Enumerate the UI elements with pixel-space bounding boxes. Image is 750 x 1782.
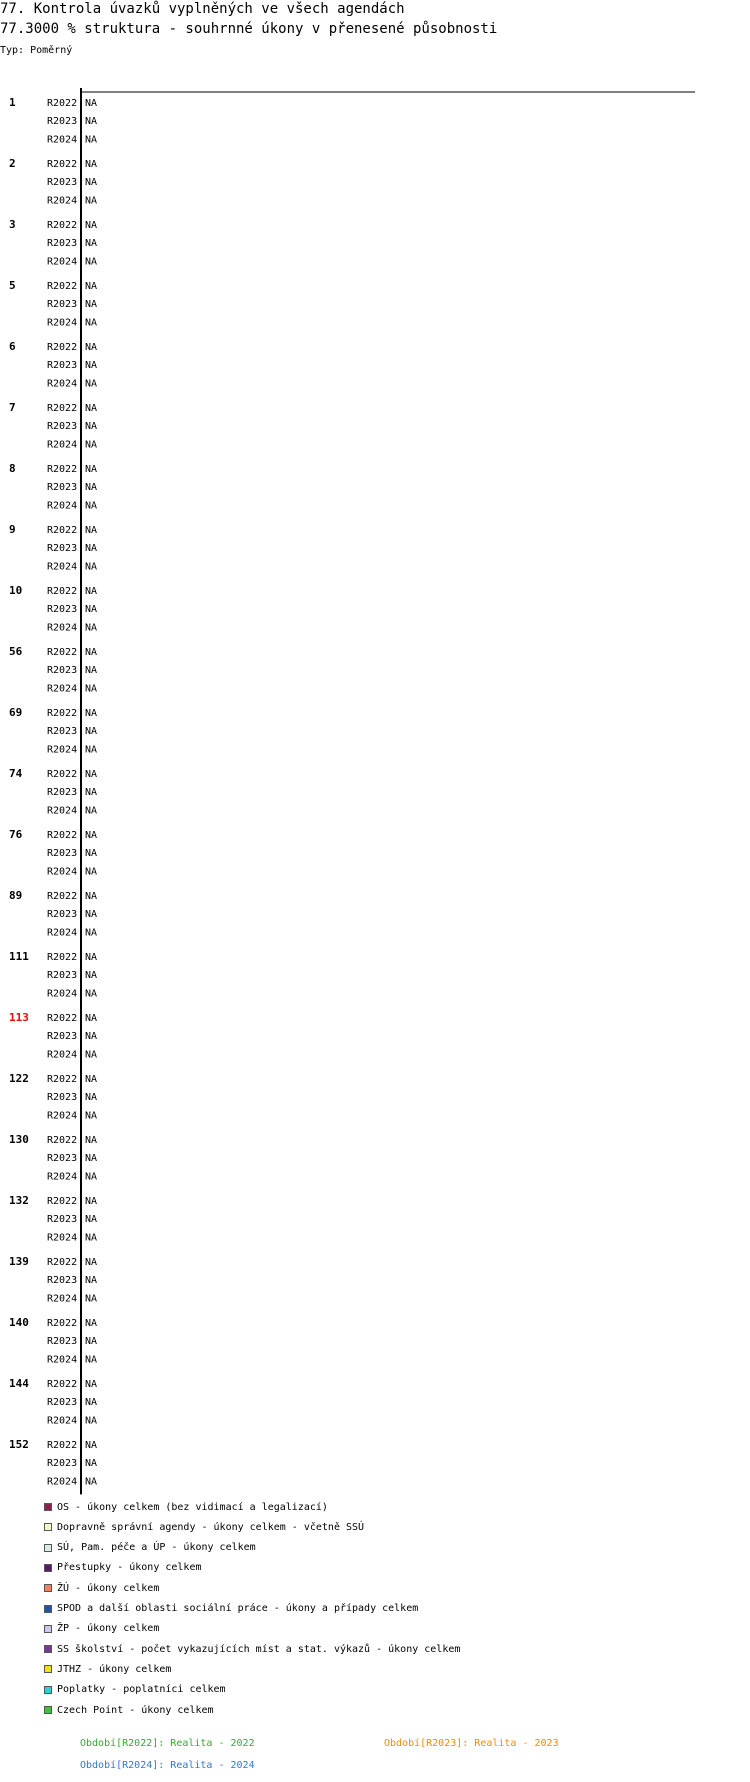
data-value-label: NA — [85, 622, 98, 634]
data-value-label: NA — [85, 1354, 98, 1366]
category-label: 69 — [9, 706, 23, 719]
period-tick-label: R2023 — [47, 238, 78, 250]
data-value-label: NA — [85, 360, 98, 372]
period-tick-label: R2022 — [47, 647, 78, 658]
data-value-label: NA — [85, 1415, 98, 1427]
period-tick-label: R2022 — [47, 1013, 78, 1024]
data-value-label: NA — [85, 134, 98, 146]
data-value-label: NA — [85, 805, 98, 817]
period-tick-label: R2022 — [47, 586, 78, 597]
period-tick-label: R2022 — [47, 1379, 78, 1390]
period-tick-label: R2022 — [47, 1257, 78, 1268]
data-value-label: NA — [85, 1196, 98, 1207]
data-value-label: NA — [85, 586, 98, 597]
period-tick-label: R2023 — [47, 421, 78, 433]
data-value-label: NA — [85, 482, 98, 494]
period-tick-label: R2023 — [47, 482, 78, 494]
period-tick-label: R2022 — [47, 830, 78, 841]
period-tick-label: R2023 — [47, 665, 78, 677]
category-label: 10 — [9, 584, 23, 597]
data-value-label: NA — [85, 177, 98, 189]
data-value-label: NA — [85, 1458, 98, 1470]
legend-swatch — [44, 1544, 52, 1552]
period-tick-label: R2022 — [47, 159, 78, 170]
legend-label: Dopravně správní agendy - úkony celkem - včetně SSÚ — [57, 1521, 365, 1533]
period-tick-label: R2024 — [47, 561, 78, 573]
data-value-label: NA — [85, 683, 98, 695]
legend-swatch — [44, 1503, 52, 1511]
period-tick-label: R2023 — [47, 1397, 78, 1409]
period-tick-label: R2023 — [47, 1031, 78, 1043]
period-tick-label: R2022 — [47, 1440, 78, 1451]
category-label: 89 — [9, 889, 23, 902]
category-label: 3 — [9, 218, 16, 231]
category-label: 130 — [9, 1133, 29, 1146]
period-tick-label: R2024 — [47, 988, 78, 1000]
data-value-label: NA — [85, 1397, 98, 1409]
category-label: 2 — [9, 157, 16, 170]
period-tick-label: R2024 — [47, 500, 78, 512]
legend-label: ŽP - úkony celkem — [57, 1623, 160, 1635]
data-value-label: NA — [85, 439, 98, 451]
data-value-label: NA — [85, 543, 98, 555]
legend-item — [44, 1561, 202, 1575]
data-value-label: NA — [85, 769, 98, 780]
category-label: 113 — [9, 1011, 29, 1024]
legend-swatch — [44, 1706, 52, 1714]
data-value-label: NA — [85, 1214, 98, 1226]
chart-title: 77. Kontrola úvazků vyplněných ve všech agendách — [0, 1, 405, 17]
period-tick-label: R2022 — [47, 1196, 78, 1207]
data-value-label: NA — [85, 1318, 98, 1329]
category-label: 1 — [9, 96, 16, 109]
data-value-label: NA — [85, 1379, 98, 1390]
category-label: 122 — [9, 1072, 29, 1085]
legend-label: Czech Point - úkony celkem — [57, 1704, 214, 1716]
data-value-label: NA — [85, 1013, 98, 1024]
period-tick-label: R2023 — [47, 604, 78, 616]
period-tick-label: R2024 — [47, 1476, 78, 1488]
category-label: 5 — [9, 279, 16, 292]
category-label: 6 — [9, 340, 16, 353]
legend-swatch — [44, 1645, 52, 1653]
period-tick-label: R2022 — [47, 708, 78, 719]
legend-item — [44, 1500, 328, 1514]
data-value-label: NA — [85, 421, 98, 433]
period-tick-label: R2023 — [47, 543, 78, 555]
category-label: 76 — [9, 828, 23, 841]
period-tick-label: R2023 — [47, 1458, 78, 1470]
legend-label: Poplatky - poplatníci celkem — [57, 1684, 226, 1696]
category-label: 9 — [9, 523, 16, 536]
period-tick-label: R2024 — [47, 134, 78, 146]
data-value-label: NA — [85, 317, 98, 329]
data-value-label: NA — [85, 1232, 98, 1244]
period-tick-label: R2024 — [47, 1171, 78, 1183]
period-tick-label: R2023 — [47, 909, 78, 921]
category-label: 152 — [9, 1438, 29, 1451]
category-label: 74 — [9, 767, 23, 780]
period-tick-label: R2022 — [47, 1135, 78, 1146]
legend-item — [44, 1602, 418, 1616]
period-tick-label: R2024 — [47, 866, 78, 878]
data-value-label: NA — [85, 1293, 98, 1305]
period-tick-label: R2024 — [47, 1415, 78, 1427]
period-tick-label: R2023 — [47, 360, 78, 372]
period-tick-label: R2023 — [47, 177, 78, 189]
category-label: 144 — [9, 1377, 29, 1390]
category-label: 56 — [9, 645, 23, 658]
period-tick-label: R2023 — [47, 116, 78, 128]
data-value-label: NA — [85, 116, 98, 128]
data-value-label: NA — [85, 299, 98, 311]
period-tick-label: R2024 — [47, 195, 78, 207]
legend-item — [44, 1642, 460, 1656]
data-value-label: NA — [85, 1275, 98, 1287]
period-tick-label: R2022 — [47, 891, 78, 902]
period-legend-item: Období[R2023]: Realita - 2023 — [384, 1738, 559, 1749]
chart-type-label: Typ: Poměrný — [0, 45, 73, 56]
period-tick-label: R2023 — [47, 1092, 78, 1104]
period-tick-label: R2022 — [47, 1074, 78, 1085]
period-tick-label: R2023 — [47, 1214, 78, 1226]
data-value-label: NA — [85, 1049, 98, 1061]
legend-label: Přestupky - úkony celkem — [57, 1562, 202, 1574]
period-legend-item: Období[R2022]: Realita - 2022 — [80, 1738, 255, 1749]
category-label: 140 — [9, 1316, 29, 1329]
period-tick-label: R2023 — [47, 299, 78, 311]
period-tick-label: R2024 — [47, 622, 78, 634]
data-value-label: NA — [85, 1476, 98, 1488]
period-tick-label: R2022 — [47, 1318, 78, 1329]
period-tick-label: R2022 — [47, 342, 78, 353]
legend-label: SPOD a další oblasti sociální práce - úkony a případy celkem — [57, 1603, 419, 1614]
period-tick-label: R2022 — [47, 952, 78, 963]
data-value-label: NA — [85, 1110, 98, 1122]
data-value-label: NA — [85, 195, 98, 207]
data-value-label: NA — [85, 342, 98, 353]
chart-subtitle: 77.3000 % struktura - souhrnné úkony v přenesené působnosti — [0, 21, 498, 37]
data-value-label: NA — [85, 665, 98, 677]
data-value-label: NA — [85, 378, 98, 390]
period-tick-label: R2023 — [47, 848, 78, 860]
period-tick-label: R2022 — [47, 281, 78, 292]
data-value-label: NA — [85, 1135, 98, 1146]
data-value-label: NA — [85, 464, 98, 475]
period-tick-label: R2024 — [47, 805, 78, 817]
data-value-label: NA — [85, 927, 98, 939]
legend-item — [44, 1520, 364, 1534]
period-tick-label: R2023 — [47, 1336, 78, 1348]
data-value-label: NA — [85, 970, 98, 982]
data-value-label: NA — [85, 1153, 98, 1165]
period-tick-label: R2023 — [47, 726, 78, 738]
legend-item — [44, 1683, 226, 1697]
period-tick-label: R2022 — [47, 525, 78, 536]
data-value-label: NA — [85, 866, 98, 878]
legend-swatch — [44, 1625, 52, 1633]
period-tick-label: R2022 — [47, 464, 78, 475]
legend-label: ŽÚ - úkony celkem — [57, 1582, 160, 1594]
category-label: 8 — [9, 462, 16, 475]
period-tick-label: R2024 — [47, 1354, 78, 1366]
legend-item — [44, 1541, 256, 1555]
data-value-label: NA — [85, 891, 98, 902]
period-tick-label: R2024 — [47, 744, 78, 756]
data-value-label: NA — [85, 403, 98, 414]
data-value-label: NA — [85, 604, 98, 616]
category-label: 139 — [9, 1255, 29, 1268]
legend-label: OS - úkony celkem (bez vidimací a legalizací) — [57, 1501, 328, 1513]
legend-swatch — [44, 1605, 52, 1613]
legend-swatch — [44, 1564, 52, 1572]
legend-swatch — [44, 1665, 52, 1673]
period-tick-label: R2024 — [47, 378, 78, 390]
period-tick-label: R2022 — [47, 220, 78, 231]
legend-item — [44, 1581, 159, 1595]
data-value-label: NA — [85, 787, 98, 799]
period-tick-label: R2024 — [47, 1110, 78, 1122]
category-label: 132 — [9, 1194, 29, 1207]
category-label: 111 — [9, 950, 29, 963]
period-legend-item: Období[R2024]: Realita - 2024 — [80, 1760, 255, 1771]
data-value-label: NA — [85, 1171, 98, 1183]
data-value-label: NA — [85, 256, 98, 268]
period-tick-label: R2023 — [47, 1275, 78, 1287]
period-tick-label: R2022 — [47, 98, 78, 109]
period-tick-label: R2023 — [47, 1153, 78, 1165]
legend-item — [44, 1662, 171, 1676]
period-tick-label: R2024 — [47, 1232, 78, 1244]
data-value-label: NA — [85, 708, 98, 719]
period-tick-label: R2024 — [47, 256, 78, 268]
period-tick-label: R2024 — [47, 1049, 78, 1061]
period-tick-label: R2023 — [47, 787, 78, 799]
legend-item — [44, 1622, 159, 1636]
data-value-label: NA — [85, 952, 98, 963]
legend-label: SS školství - počet vykazujících míst a stat. výkazů - úkony celkem — [57, 1643, 461, 1655]
data-value-label: NA — [85, 500, 98, 512]
period-tick-label: R2024 — [47, 1293, 78, 1305]
data-value-label: NA — [85, 159, 98, 170]
period-tick-label: R2024 — [47, 927, 78, 939]
legend-swatch — [44, 1523, 52, 1531]
data-value-label: NA — [85, 909, 98, 921]
data-value-label: NA — [85, 988, 98, 1000]
period-tick-label: R2023 — [47, 970, 78, 982]
data-value-label: NA — [85, 1336, 98, 1348]
legend-swatch — [44, 1686, 52, 1694]
data-value-label: NA — [85, 726, 98, 738]
data-value-label: NA — [85, 1074, 98, 1085]
data-value-label: NA — [85, 830, 98, 841]
data-value-label: NA — [85, 220, 98, 231]
data-value-label: NA — [85, 647, 98, 658]
data-value-label: NA — [85, 238, 98, 250]
legend-swatch — [44, 1584, 52, 1592]
data-value-label: NA — [85, 561, 98, 573]
legend-label: SÚ, Pam. péče a ÚP - úkony celkem — [57, 1542, 256, 1554]
data-value-label: NA — [85, 1440, 98, 1451]
data-value-label: NA — [85, 98, 98, 109]
data-value-label: NA — [85, 525, 98, 536]
data-value-label: NA — [85, 1092, 98, 1104]
category-label: 7 — [9, 401, 16, 414]
legend-label: JTHZ - úkony celkem — [57, 1663, 172, 1675]
period-tick-label: R2022 — [47, 769, 78, 780]
data-value-label: NA — [85, 281, 98, 292]
period-tick-label: R2024 — [47, 317, 78, 329]
data-value-label: NA — [85, 848, 98, 860]
data-value-label: NA — [85, 744, 98, 756]
period-tick-label: R2024 — [47, 683, 78, 695]
period-tick-label: R2022 — [47, 403, 78, 414]
legend-item — [44, 1703, 214, 1717]
data-value-label: NA — [85, 1257, 98, 1268]
data-value-label: NA — [85, 1031, 98, 1043]
period-tick-label: R2024 — [47, 439, 78, 451]
